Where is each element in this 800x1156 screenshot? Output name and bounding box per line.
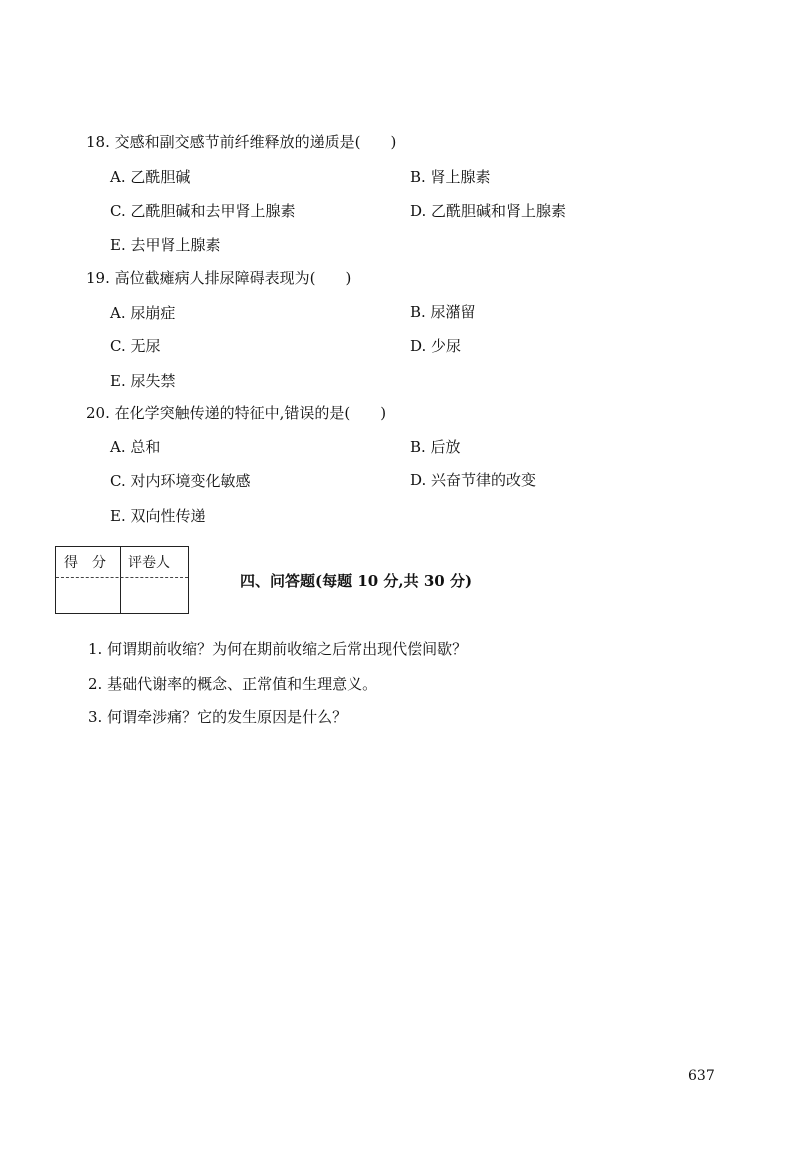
question-18-option-a: A. 乙酰胆碱 (110, 168, 191, 186)
question-20-option-b: B. 后放 (410, 438, 461, 456)
question-19-option-e: E. 尿失禁 (110, 372, 176, 390)
question-20-option-d: D. 兴奋节律的改变 (410, 471, 537, 489)
essay-question-3: 3. 何谓牵涉痛？它的发生原因是什么？ (88, 708, 348, 726)
question-19-option-d: D. 少尿 (410, 337, 462, 355)
question-19-option-c: C. 无尿 (110, 337, 161, 355)
essay-question-2: 2. 基础代谢率的概念、正常值和生理意义。 (88, 675, 378, 693)
essay-question-1: 1. 何谓期前收缩？为何在期前收缩之后常出现代偿间歇？ (88, 640, 468, 658)
question-18-option-b: B. 肾上腺素 (410, 168, 491, 186)
question-20-stem: 20. 在化学突触传递的特征中,错误的是( ) (86, 404, 387, 422)
question-18-option-c: C. 乙酰胆碱和去甲肾上腺素 (110, 202, 296, 220)
grader-label: 评卷人 (128, 555, 170, 571)
score-label: 得 分 (64, 555, 106, 571)
question-18-option-e: E. 去甲肾上腺素 (110, 236, 221, 254)
score-table-divider (120, 547, 121, 613)
page-number: 637 (688, 1068, 715, 1084)
score-table-row-divider (56, 577, 188, 578)
question-18-option-d: D. 乙酰胆碱和肾上腺素 (410, 202, 567, 220)
question-20-option-e: E. 双向性传递 (110, 507, 206, 525)
question-19-option-a: A. 尿崩症 (110, 304, 176, 322)
score-table (55, 546, 189, 614)
question-20-option-a: A. 总和 (110, 438, 161, 456)
question-19-option-b: B. 尿潴留 (410, 303, 476, 321)
question-20-option-c: C. 对内环境变化敏感 (110, 472, 251, 490)
question-19-stem: 19. 高位截瘫病人排尿障碍表现为( ) (86, 269, 352, 287)
section-4-title: 四、问答题(每题 10 分,共 30 分) (240, 572, 473, 590)
question-18-stem: 18. 交感和副交感节前纤维释放的递质是( ) (86, 133, 397, 151)
